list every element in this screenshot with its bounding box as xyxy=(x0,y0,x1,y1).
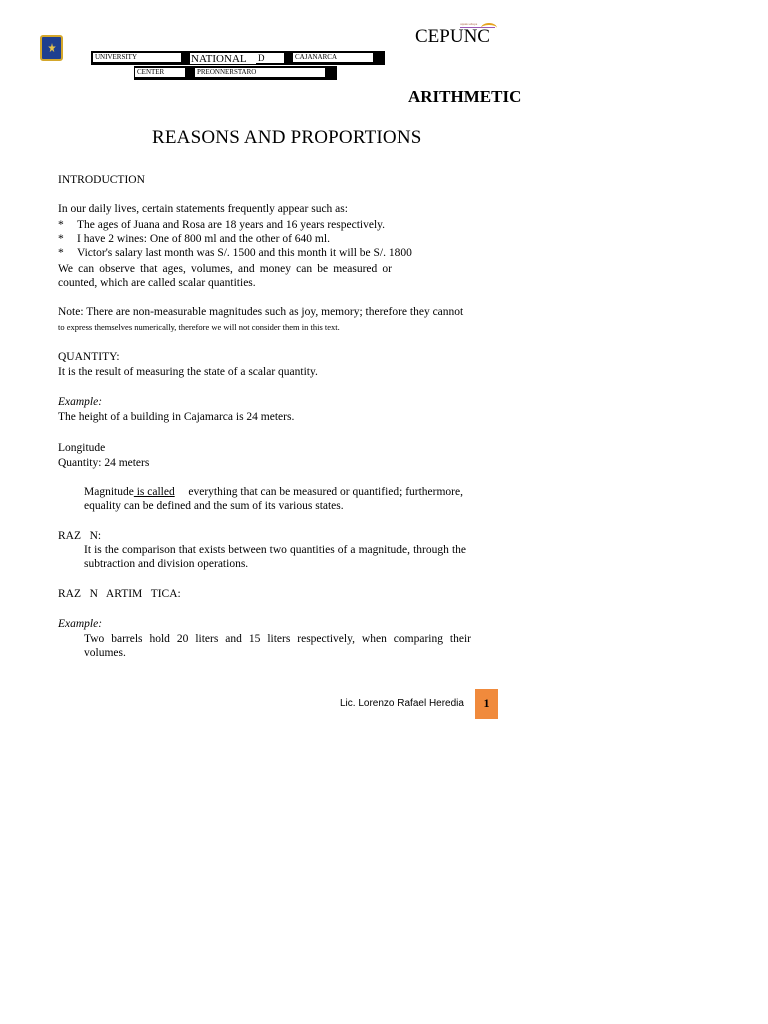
razon-line-2: subtraction and division operations. xyxy=(84,558,249,570)
subject-title: ARITHMETIC xyxy=(408,87,522,106)
quantity-heading: QUANTITY: xyxy=(58,351,120,363)
razon-aritmetica-line-1: Two barrels hold 20 liters and 15 liters respectively, when comparing their xyxy=(84,633,471,645)
bullet-marker: * xyxy=(58,247,64,259)
intro-lead: In our daily lives, certain statements frequently appear such as: xyxy=(58,203,348,215)
magnitude-line-2: equality can be defined and the sum of its various states. xyxy=(84,500,344,512)
page-title: REASONS AND PROPORTIONS xyxy=(152,127,422,148)
longitude-label: Longitude xyxy=(58,442,106,454)
cepunc-small-text: cepunc.edu.pe xyxy=(460,22,478,26)
bullet-item: Victor's salary last month was S/. 1500 and this month it will be S/. 1800 xyxy=(77,247,412,259)
magnitude-word-group xyxy=(84,485,175,500)
bullet-marker: * xyxy=(58,233,64,245)
magnitude-line-1 xyxy=(84,485,463,500)
d-label: D xyxy=(256,53,284,63)
razon-heading: RAZ N: xyxy=(58,530,102,542)
national-label: NATIONAL xyxy=(190,53,256,64)
seal-star-icon xyxy=(48,43,56,53)
magnitude-underlined: is called xyxy=(133,486,175,498)
preonnerstaro-label: PREONNERSTARO xyxy=(195,68,325,77)
cepunc-logo-text: CEPUNC xyxy=(415,26,490,47)
quantity-line: Quantity: 24 meters xyxy=(58,457,150,469)
cajamarca-label: CAJANARCA xyxy=(293,53,373,62)
magnitude-word: Magnitude xyxy=(84,486,134,498)
cepunc-logo xyxy=(415,22,499,48)
university-seal-icon xyxy=(40,35,63,61)
example-label-2: Example: xyxy=(58,618,103,630)
bullet-marker: * xyxy=(58,219,64,231)
quantity-definition: It is the result of measuring the state of a scalar quantity. xyxy=(58,366,318,378)
observe-line-2: counted, which are called scalar quantities. xyxy=(58,277,256,289)
page-number: 1 xyxy=(475,689,498,719)
author-name: Lic. Lorenzo Rafael Heredia xyxy=(340,698,464,709)
razon-aritmetica-line-2: volumes. xyxy=(84,647,126,659)
bullet-item: I have 2 wines: One of 800 ml and the other of 640 ml. xyxy=(77,233,330,245)
intro-heading: INTRODUCTION xyxy=(58,174,145,186)
example-label: Example: xyxy=(58,396,103,408)
center-label: CENTER xyxy=(135,68,185,77)
note-line-2: to express themselves numerically, therefore we will not consider them in this text. xyxy=(58,322,340,332)
magnitude-rest: everything that can be measured or quantified; furthermore, xyxy=(188,486,463,498)
razon-line-1: It is the comparison that exists between two quantities of a magnitude, through the xyxy=(84,544,466,556)
university-label: UNIVERSITY xyxy=(93,53,181,62)
observe-line-1: We can observe that ages, volumes, and money can be measured or xyxy=(58,263,392,275)
example-text: The height of a building in Cajamarca is 24 meters. xyxy=(58,411,295,423)
note-line-1: Note: There are non-measurable magnitudes such as joy, memory; therefore they cannot xyxy=(58,306,464,318)
razon-aritmetica-heading: RAZ N ARTIM TICA: xyxy=(58,588,181,600)
bullet-item: The ages of Juana and Rosa are 18 years and 16 years respectively. xyxy=(77,219,386,231)
